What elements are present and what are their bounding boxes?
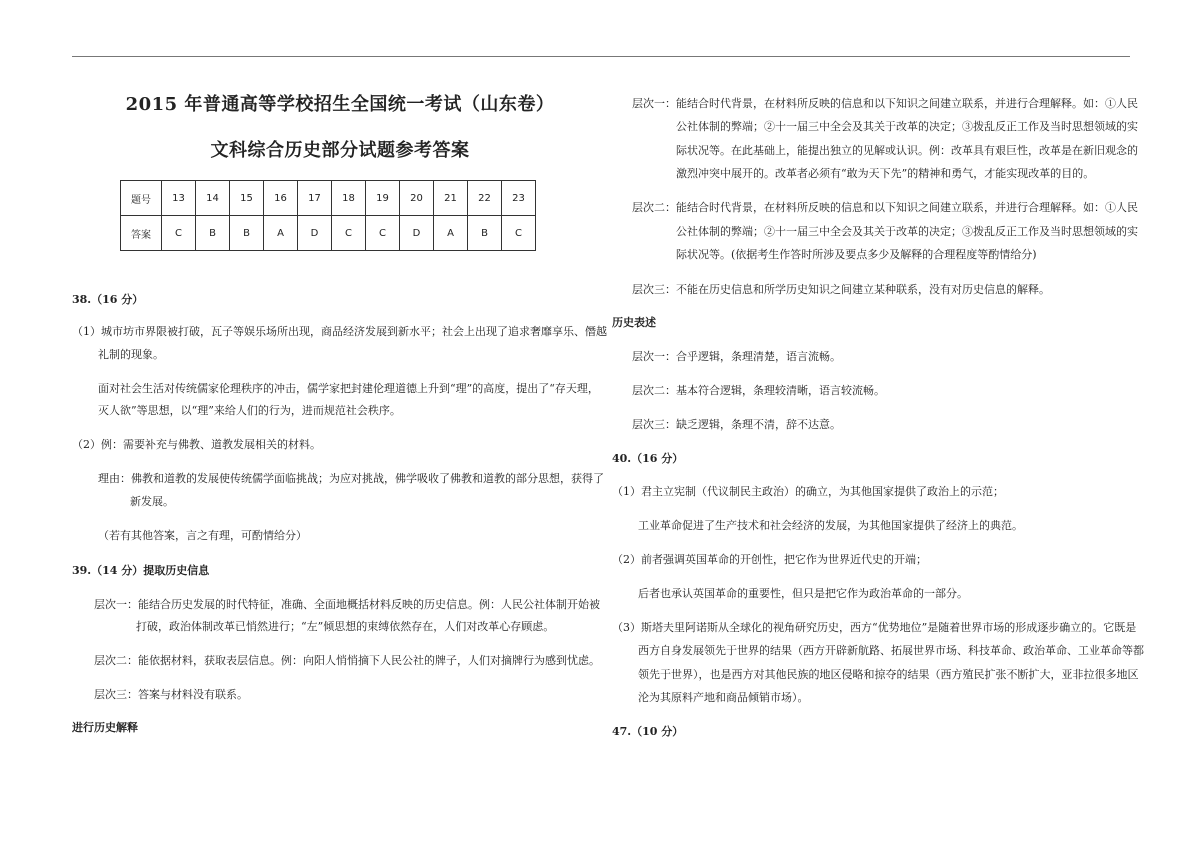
question-number: 16 bbox=[264, 181, 298, 216]
q38-part1-line: （1）城市坊市界限被打破，瓦子等娱乐场所出现，商品经济发展到新水平；社会上出现了追求奢靡享乐、僭越 bbox=[72, 325, 607, 338]
question-number: 19 bbox=[366, 181, 400, 216]
answer-cell: A bbox=[264, 216, 298, 251]
answer-cell: D bbox=[400, 216, 434, 251]
question-number: 18 bbox=[332, 181, 366, 216]
section-heading-expression: 历史表述 bbox=[612, 316, 656, 329]
q39-level1-line: 层次一：能结合历史发展的时代特征，准确、全面地概括材料反映的历史信息。例：人民公社体制开始被 bbox=[94, 598, 600, 611]
section-heading-interpretation: 进行历史解释 bbox=[72, 721, 138, 734]
q38-part1-line: 灭人欲”等思想，以“理”来给人们的行为，进而规范社会秩序。 bbox=[98, 404, 401, 417]
q40-part3-line: 领先于世界），也是西方对其他民族的地区侵略和掠夺的结果（西方殖民扩张不断扩大，亚非拉很多地区 bbox=[638, 668, 1139, 681]
interp-level1-line: 激烈冲突中展开的。改革者必须有“敢为天下先”的精神和勇气，才能实现改革的目的。 bbox=[676, 167, 1095, 180]
table-row-numbers bbox=[121, 181, 536, 216]
answer-cell: B bbox=[230, 216, 264, 251]
q38-part2-line: 新发展。 bbox=[130, 495, 174, 508]
answer-cell: C bbox=[332, 216, 366, 251]
answer-table bbox=[120, 180, 536, 251]
question-number: 22 bbox=[468, 181, 502, 216]
q40-part1-line: 工业革命促进了生产技术和社会经济的发展，为其他国家提供了经济上的典范。 bbox=[638, 519, 1023, 532]
interp-level1-line: 层次一：能结合时代背景，在材料所反映的信息和以下知识之间建立联系，并进行合理解释。如：①人民 bbox=[632, 97, 1138, 110]
expression-level1: 层次一：合乎逻辑，条理清楚，语言流畅。 bbox=[632, 350, 841, 363]
q40-part3-line: 西方自身发展领先于世界的结果（西方开辟新航路、拓展世界市场、科技革命、政治革命、工业革命等都 bbox=[638, 644, 1144, 657]
q40-part3-line: 沦为其原料产地和商品倾销市场）。 bbox=[638, 691, 809, 704]
question-number: 21 bbox=[434, 181, 468, 216]
q40-part2-line: （2）前者强调英国革命的开创性，把它作为世界近代史的开端； bbox=[612, 553, 927, 566]
question-number: 23 bbox=[502, 181, 536, 216]
q39-level3: 层次三：答案与材料没有联系。 bbox=[94, 688, 248, 701]
question-number: 14 bbox=[196, 181, 230, 216]
answer-cell: C bbox=[162, 216, 196, 251]
q40-part1-line: （1）君主立宪制（代议制民主政治）的确立，为其他国家提供了政治上的示范； bbox=[612, 485, 1004, 498]
q39-level1-line: 打破，政治体制改革已悄然进行；“左”倾思想的束缚依然存在，人们对改革心存顾虑。 bbox=[136, 620, 555, 633]
question-number: 13 bbox=[162, 181, 196, 216]
q38-note: （若有其他答案，言之有理，可酌情给分） bbox=[98, 529, 307, 542]
interp-level2-line: 公社体制的弊端；②十一届三中全会及其关于改革的决定；③拨乱反正工作及当时思想领域的实 bbox=[676, 225, 1138, 238]
expression-level2: 层次二：基本符合逻辑，条理较清晰，语言较流畅。 bbox=[632, 384, 885, 397]
q38-part1-line: 面对社会生活对传统儒家伦理秩序的冲击，儒学家把封建伦理道德上升到“理”的高度，提出了“存天理， bbox=[98, 382, 599, 395]
q39-level2: 层次二：能依据材料，获取表层信息。例：向阳人悄悄摘下人民公社的牌子，人们对摘牌行为感到忧虑。 bbox=[94, 654, 600, 667]
interp-level1-line: 际状况等。在此基础上，能提出独立的见解或认识。例：改革具有艰巨性，改革是在新旧观念的 bbox=[676, 144, 1138, 157]
expression-level3: 层次三：缺乏逻辑，条理不清，辞不达意。 bbox=[632, 418, 841, 431]
interp-level2-line: 际状况等。(依据考生作答时所涉及要点多少及解释的合理程度等酌情给分) bbox=[676, 248, 1037, 261]
answer-cell: B bbox=[468, 216, 502, 251]
exam-subtitle: 文科综合历史部分试题参考答案 bbox=[210, 140, 470, 161]
interp-level1-line: 公社体制的弊端；②十一届三中全会及其关于改革的决定；③拨乱反正工作及当时思想领域的实 bbox=[676, 120, 1138, 133]
q40-part2-line: 后者也承认英国革命的重要性，但只是把它作为政治革命的一部分。 bbox=[638, 587, 968, 600]
top-rule bbox=[72, 56, 1130, 57]
table-row-answers bbox=[121, 216, 536, 251]
table-row-label: 答案 bbox=[121, 216, 162, 251]
q38-part2-line: （2）例：需要补充与佛教、道教发展相关的材料。 bbox=[72, 438, 321, 451]
q39-heading: 39.（14 分）提取历史信息 bbox=[72, 564, 210, 577]
q38-part2-line: 理由：佛教和道教的发展使传统儒学面临挑战；为应对挑战，佛学吸收了佛教和道教的部分思想，获得了 bbox=[98, 472, 604, 485]
answer-cell: C bbox=[502, 216, 536, 251]
exam-title: 2015 年普通高等学校招生全国统一考试（山东卷） bbox=[125, 94, 555, 115]
interp-level3: 层次三：不能在历史信息和所学历史知识之间建立某种联系，没有对历史信息的解释。 bbox=[632, 283, 1050, 296]
q38-part1-line: 礼制的现象。 bbox=[98, 348, 164, 361]
question-number: 17 bbox=[298, 181, 332, 216]
q47-heading: 47.（10 分） bbox=[612, 725, 684, 738]
q38-heading: 38.（16 分） bbox=[72, 293, 144, 306]
answer-cell: C bbox=[366, 216, 400, 251]
question-number: 20 bbox=[400, 181, 434, 216]
q40-part3-line: （3）斯塔夫里阿诺斯从全球化的视角研究历史，西方“优势地位”是随着世界市场的形成逐步确立的。它既是 bbox=[612, 621, 1137, 634]
answer-cell: D bbox=[298, 216, 332, 251]
question-number: 15 bbox=[230, 181, 264, 216]
answer-cell: A bbox=[434, 216, 468, 251]
answer-cell: B bbox=[196, 216, 230, 251]
q40-heading: 40.（16 分） bbox=[612, 452, 684, 465]
table-row-label: 题号 bbox=[121, 181, 162, 216]
interp-level2-line: 层次二：能结合时代背景，在材料所反映的信息和以下知识之间建立联系，并进行合理解释。如：①人民 bbox=[632, 201, 1138, 214]
